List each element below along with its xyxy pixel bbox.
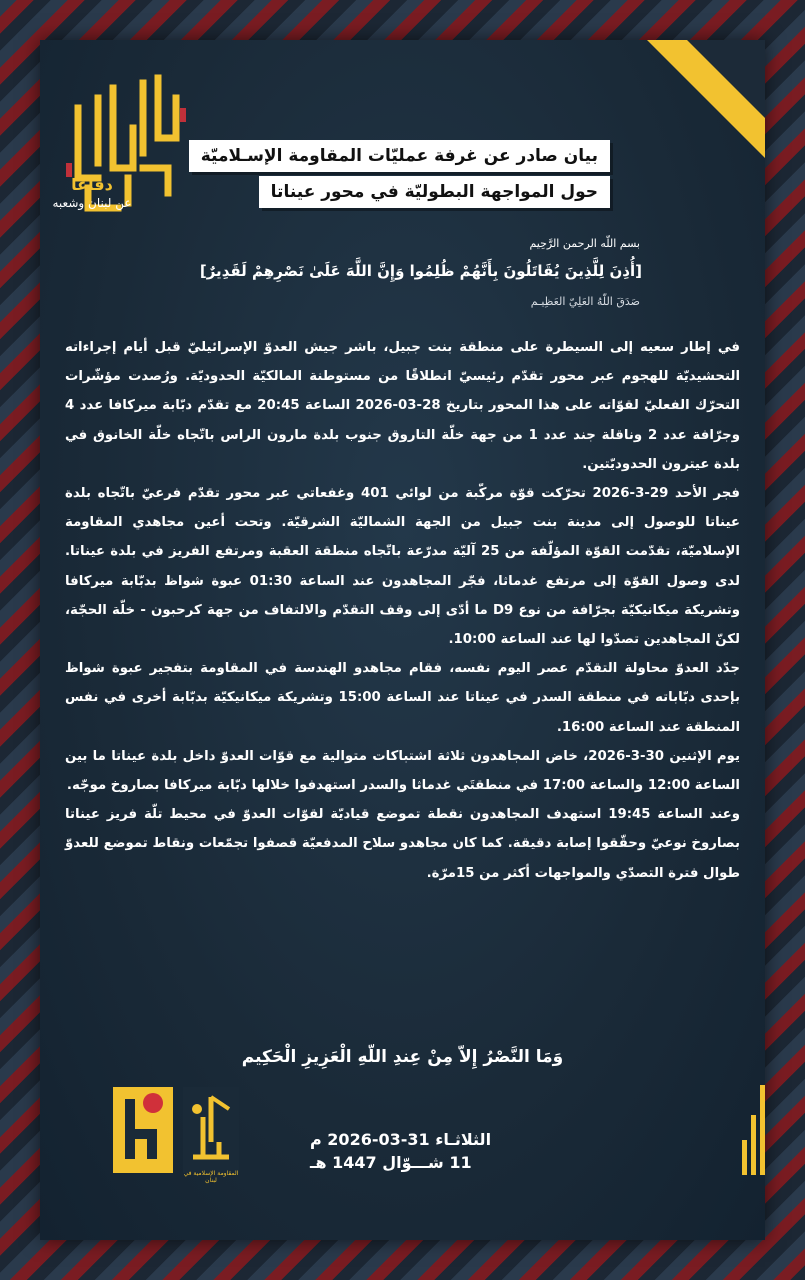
paragraph-5: وعند الساعة 19:45 استهدف المجاهدون نقطة تموضع قياديّة لقوّات العدوّ في محيط تلّة فريز عيناتا بصاروخ نوعيّ وحقّقوا إصابة دقيقة. كما كان مجاهدو سلاح المدفعيّة قصفوا تجمّعات ونقاط تموضع للعدوّ طوال فترة التصدّي والمواجهات أكثر من 15مرّة. [65,807,740,881]
date-hijri: 11 شـــوّال 1447 هـ [310,1153,472,1172]
paragraph-3: جدّد العدوّ محاولة التقدّم عصر اليوم نفسه، فقام مجاهدو الهندسة في المقاومة بتفجير عبوة شواظ بإحدى دبّاباته في منطقة السدر في عيناتا عند الساعة 15:00 وتشريكة ميكانيكيّة بدبّابة أخرى في نفس المنطقة عند الساعة 16:00. [65,661,740,735]
statement-body [65,333,740,888]
logo-subslogan: عن لبنان وشعبه [52,196,132,210]
basmala: بسم اللّه الرحمن الرَّحِيم [529,237,640,250]
statement-subtitle: حول المواجهة البطوليّة في محور عيناتا [259,176,610,208]
logo-slogan: دفاعًا [71,175,113,194]
paragraph-2: فجر الأحد 29-3-2026 تحرّكت قوّة مركّبة من لوائي 401 وغفعاتي عبر محور تقدّم فرعيّ باتّجاه بلدة عيناتا للوصول إلى مدينة بنت جبيل من الجهة الشماليّة الشرقيّة. وتحت أعين مجاهدي المقاومة الإسلاميّة، تقدّمت القوّة المؤلّفة من 25 آليّة مدرّعة باتّجاه منطقة العقبة ومرتفع الفريز في بلدة عيناتا. لدى وصول القوّة إلى مرتفع غدماثا، فجّر المجاهدون عند الساعة 01:30 عبوة شواظ بدبّابة ميركافا وتشريكة ميكانيكيّة بجرّافة من نوع D9 ما أدّى إلى وقف التقدّم والالتفاف من جهة كرحبون - خلّة الحجّة، لكنّ المجاهدين تصدّوا لها عند الساعة 10:00. [65,486,741,648]
paragraph-4: يوم الإثنين 30-3-2026، خاض المجاهدون ثلاثة اشتباكات متوالية مع قوّات العدوّ داخل بلدة عيناتا ما بين الساعة 12:00 والساعة 17:00 في منطقتَي غدماثا والسدر استهدفوا خلالها دبّابة ميركافا بصاروخ موجّه. [65,748,740,794]
quran-verse: [أُذِنَ لِلَّذِينَ يُقَاتَلُونَ بِأَنَّهُمْ ظُلِمُوا وَإِنَّ اللَّهَ عَلَىٰ نَصْرِهِمْ لَقَدِيرٌ] [199,262,642,280]
paragraph-1: في إطار سعيه إلى السيطرة على منطقة بنت جبيل، باشر جيش العدوّ الإسرائيليّ قبل أيام إجراءاته التحشيديّة للهجوم عبر محور تقدّم رئيسيّ انطلاقًا من مستوطنة المالكيّة الحدوديّة. ورُصدت مؤشّرات التحرّك الفعليّ لقوّاته على هذا المحور بتاريخ 28-03-2026 الساعة 20:45 مع تقدّم دبّابة ميركافا عدد 4 وجرّافة عدد 2 وناقلة جند عدد 1 من جهة خلّة التاروق جنوب بلدة مارون الراس باتّجاه خلّة الخانوق في بلدة عيترون الحدوديّتين. [65,340,740,472]
accent-bars [735,1085,765,1175]
corner-accent-inner [687,40,765,118]
emblem-caption: المقاومة الإسلامية في لبنان [183,1170,239,1184]
operations-room-emblem-icon [113,1087,173,1173]
verse-closing: صَدَقَ اللّهُ العَلِيّ العَظِيـم [530,295,640,308]
resistance-emblem-icon [183,1087,239,1173]
closing-verse: وَمَا النَّصْرُ إِلاّ مِنْ عِندِ اللّهِ الْعَزِيزِ الْحَكِيم [241,1047,564,1067]
date-gregorian: الثلاثـاء 31-03-2026 م [310,1130,492,1149]
statement-title: بيان صادر عن غرفة عمليّات المقاومة الإسـلاميّة [189,140,610,172]
